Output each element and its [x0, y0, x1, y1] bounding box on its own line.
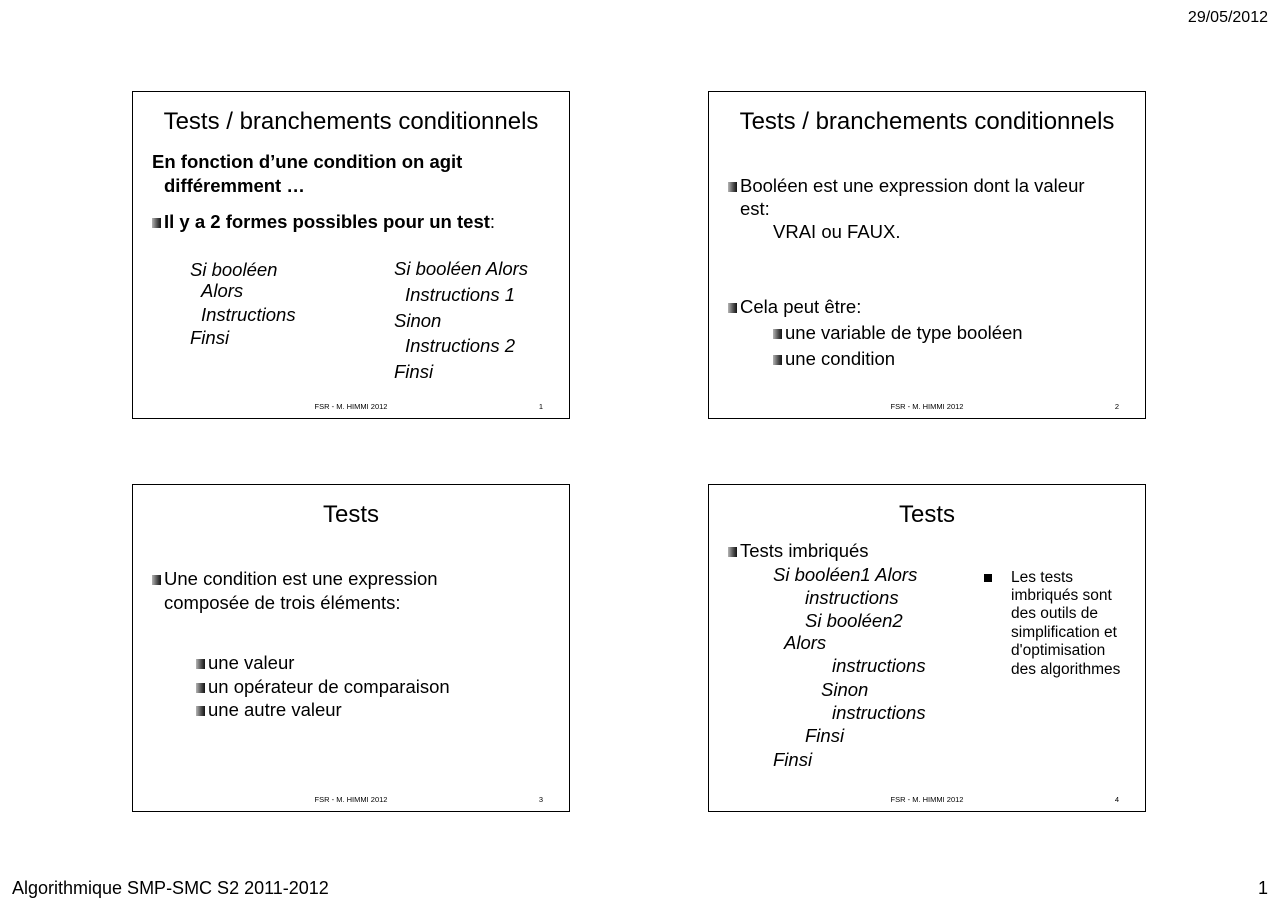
code-line: Finsi: [805, 725, 845, 746]
bullet-icon: [152, 575, 161, 585]
slide-footer: FSR - M. HIMMI 2012: [314, 402, 388, 411]
bullet-colon: :: [489, 211, 496, 232]
slide-number: 3: [538, 795, 543, 804]
sub-bullet-item: [196, 675, 450, 699]
slide-title: Tests / branchements conditionnels: [163, 108, 539, 135]
slide-title: Tests: [898, 501, 955, 528]
form1-line: Si booléen: [190, 259, 278, 280]
bullet-icon: [728, 303, 737, 313]
bullet-item: [152, 210, 495, 234]
bullet-text: une variable de type booléen: [785, 322, 1023, 343]
slide-footer: FSR - M. HIMMI 2012: [890, 795, 964, 804]
bullet-icon: [196, 659, 205, 669]
code-line: Si booléen1 Alors: [773, 564, 918, 585]
side-note-line: imbriqués sont: [1011, 587, 1112, 604]
sub-bullet-item: [196, 698, 342, 722]
square-bullet-icon: [984, 574, 992, 582]
form2-line: Si booléen Alors: [394, 258, 529, 279]
bullet-text: Cela peut être:: [740, 296, 862, 317]
bullet-continuation: est:: [740, 198, 770, 219]
form1-line: Alors: [201, 280, 244, 301]
page-number: 1: [1257, 878, 1268, 898]
page-date: 29/05/2012: [1187, 9, 1268, 26]
code-line: instructions: [832, 702, 926, 723]
slide-footer: FSR - M. HIMMI 2012: [890, 402, 964, 411]
bullet-icon: [773, 329, 782, 339]
bullet-icon: [196, 706, 205, 716]
slide-number: 1: [538, 402, 543, 411]
form1-line: Instructions: [201, 304, 296, 325]
bullet-continuation: VRAI ou FAUX.: [773, 221, 901, 242]
bullet-icon: [196, 683, 205, 693]
code-line: Alors: [784, 632, 827, 653]
course-footer: Algorithmique SMP-SMC S2 2011-2012: [12, 878, 329, 898]
form2-line: Instructions 1: [405, 284, 516, 305]
sub-bullet-item: [773, 321, 1023, 345]
slide-footer: FSR - M. HIMMI 2012: [314, 795, 388, 804]
form2-line: Finsi: [394, 361, 434, 382]
bullet-item: [152, 567, 438, 591]
code-line: Finsi: [773, 749, 813, 770]
slide-4: [708, 484, 1146, 812]
slide-number: 4: [1114, 795, 1119, 804]
bullet-icon: [773, 355, 782, 365]
slide-2: [708, 91, 1146, 419]
sub-bullet-item: [773, 347, 895, 371]
bullet-item: [728, 539, 869, 563]
slide-number: 2: [1114, 402, 1119, 411]
code-line: instructions: [805, 587, 899, 608]
form1-line: Finsi: [190, 327, 230, 348]
code-line: instructions: [832, 655, 926, 676]
bullet-text: une valeur: [208, 652, 295, 673]
code-line: Sinon: [821, 679, 869, 700]
slide-title: Tests: [322, 501, 379, 528]
bullet-item: [728, 295, 861, 319]
side-note-line: des outils de: [1011, 605, 1099, 622]
bullet-text: Booléen est une expression dont la valeur: [740, 175, 1085, 196]
bullet-icon: [728, 182, 737, 192]
side-note-line: Les tests: [1011, 569, 1074, 586]
bullet-text: Une condition est une expression: [164, 568, 438, 589]
slide-1: [132, 91, 570, 419]
code-line: Si booléen2: [805, 610, 903, 631]
bullet-icon: [728, 547, 737, 557]
intro-line: En fonction d’une condition on agit: [152, 151, 463, 172]
bullet-text: Tests imbriqués: [740, 540, 869, 561]
bullet-text: une autre valeur: [208, 699, 342, 720]
slide-title: Tests / branchements conditionnels: [739, 108, 1115, 135]
side-note-line: des algorithmes: [1011, 661, 1121, 678]
side-note-line: d'optimisation: [1011, 642, 1106, 659]
bullet-text: Il y a 2 formes possibles pour un test: [164, 211, 490, 232]
bullet-icon: [152, 218, 161, 228]
form2-line: Sinon: [394, 310, 442, 331]
bullet-text: une condition: [785, 348, 896, 369]
intro-line: différemment …: [164, 175, 305, 196]
bullet-item: [728, 174, 1085, 198]
side-note-line: simplification et: [1011, 624, 1117, 641]
sub-bullet-item: [196, 651, 294, 675]
bullet-text: un opérateur de comparaison: [208, 676, 450, 697]
slide-3: [132, 484, 570, 812]
bullet-continuation: composée de trois éléments:: [164, 592, 401, 613]
form2-line: Instructions 2: [405, 335, 516, 356]
